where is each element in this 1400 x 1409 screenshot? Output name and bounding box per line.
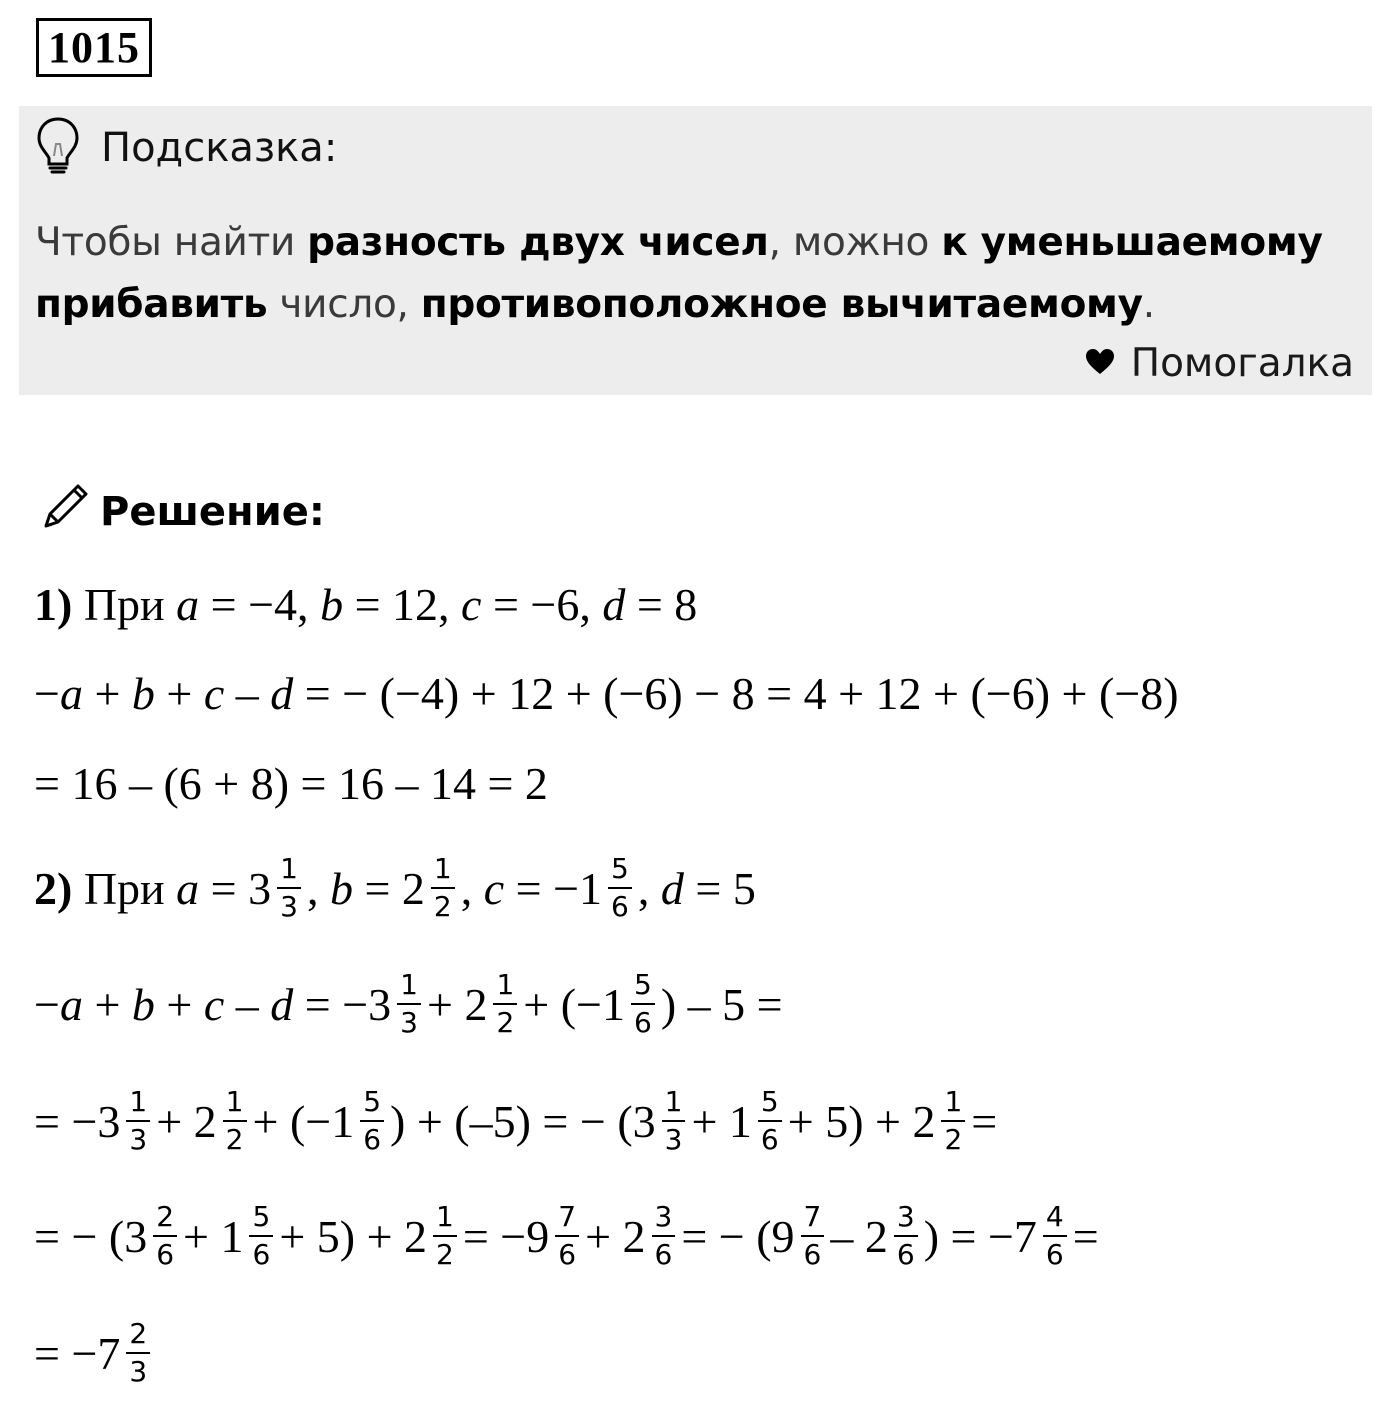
- fraction: [360, 1085, 384, 1156]
- math-text: ,: [637, 862, 661, 914]
- fraction-denominator: 3: [400, 1006, 418, 1039]
- hint-source: [1085, 341, 1354, 386]
- math-text: = −4,: [199, 578, 321, 630]
- fraction-denominator: 6: [156, 1238, 175, 1271]
- fraction-numerator: 1: [126, 1088, 150, 1122]
- math-text: = −1: [504, 862, 603, 914]
- math-text: ) + (–5) = − (3: [390, 1095, 656, 1147]
- fraction: [433, 1200, 457, 1271]
- fraction-denominator: 3: [664, 1123, 683, 1156]
- math-text: = 16 – (6 + 8) = 16 – 14 = 2: [34, 757, 548, 809]
- fraction-denominator: 3: [129, 1123, 148, 1156]
- fraction: [277, 852, 301, 923]
- math-text: = −3: [34, 1095, 121, 1147]
- fraction-numerator: 5: [631, 971, 655, 1005]
- fraction-denominator: 6: [1045, 1238, 1064, 1271]
- solution-title: Решение:: [100, 489, 325, 535]
- fraction: [431, 852, 455, 923]
- math-text: + 2: [585, 1210, 646, 1262]
- hint-emphasis: к уменьшаемому прибавить: [35, 220, 1323, 327]
- math-text: = − (9: [681, 1210, 795, 1262]
- fraction: [608, 852, 632, 923]
- math-variable: b: [131, 667, 155, 719]
- math-text: ) = −7: [923, 1210, 1037, 1262]
- fraction: [941, 1085, 965, 1156]
- solution-line: [34, 752, 548, 814]
- fraction: [153, 1200, 177, 1271]
- math-text: = 3: [199, 862, 272, 914]
- fraction-numerator: 3: [652, 1203, 676, 1237]
- fraction-numerator: 3: [894, 1203, 918, 1237]
- math-variable: a: [59, 667, 83, 719]
- solution-header: [38, 484, 325, 540]
- fraction-numerator: 1: [941, 1088, 965, 1122]
- fraction-numerator: 5: [608, 855, 632, 889]
- math-text: –: [224, 667, 271, 719]
- math-text: = −9: [462, 1210, 550, 1262]
- solution-line: [34, 573, 697, 635]
- math-text: + (−1: [523, 978, 625, 1030]
- fraction-numerator: 1: [223, 1088, 247, 1122]
- math-text: =: [971, 1095, 998, 1147]
- math-text: + (−1: [252, 1095, 355, 1147]
- math-variable: b: [329, 862, 353, 914]
- math-text: + 2: [427, 978, 488, 1030]
- hint-header: [35, 118, 337, 178]
- math-text: ,: [306, 862, 330, 914]
- math-text: = 5: [683, 862, 756, 914]
- fraction-denominator: 6: [654, 1238, 673, 1271]
- math-text: = −7: [34, 1327, 121, 1379]
- fraction-denominator: 6: [803, 1238, 822, 1271]
- math-text: = 8: [625, 578, 698, 630]
- math-text: При: [72, 862, 177, 914]
- fraction: [662, 1085, 686, 1156]
- hint-segment: .: [1142, 282, 1155, 327]
- fraction: [397, 968, 421, 1039]
- fraction-denominator: 3: [280, 890, 298, 923]
- fraction-numerator: 1: [493, 971, 517, 1005]
- fraction: [223, 1085, 247, 1156]
- math-variable: a: [59, 978, 83, 1030]
- math-variable: d: [270, 667, 294, 719]
- fraction-numerator: 7: [801, 1203, 825, 1237]
- item-number: 2): [34, 862, 73, 914]
- math-text: +: [154, 667, 204, 719]
- math-variable: c: [461, 578, 482, 630]
- math-text: –: [224, 978, 271, 1030]
- fraction-numerator: 5: [360, 1088, 384, 1122]
- fraction: [758, 1085, 782, 1156]
- math-variable: b: [320, 578, 344, 630]
- fraction-denominator: 3: [129, 1355, 148, 1388]
- math-text: + 1: [183, 1210, 244, 1262]
- math-variable: c: [203, 667, 225, 719]
- math-variable: b: [131, 978, 155, 1030]
- math-text: = 12,: [343, 578, 462, 630]
- math-text: = − (3: [34, 1210, 148, 1262]
- math-text: = − (−4) + 12 + (−6) − 8 = 4 + 12 + (−6) + (−8): [293, 667, 1179, 719]
- fraction-numerator: 1: [433, 1203, 457, 1237]
- fraction: [652, 1200, 676, 1271]
- math-text: =: [1072, 1210, 1099, 1262]
- fraction-denominator: 2: [225, 1123, 244, 1156]
- hint-title: Подсказка:: [101, 125, 338, 171]
- fraction-denominator: 6: [363, 1123, 382, 1156]
- math-variable: d: [270, 978, 294, 1030]
- hint-segment: Чтобы найти: [35, 220, 308, 265]
- fraction-denominator: 6: [633, 1006, 652, 1039]
- hint-source-label: Помогалка: [1130, 341, 1354, 386]
- math-text: ,: [460, 862, 484, 914]
- fraction-denominator: 6: [611, 890, 629, 923]
- fraction-numerator: 1: [277, 855, 301, 889]
- fraction-denominator: 6: [252, 1238, 271, 1271]
- task-number: 1015: [36, 18, 152, 77]
- math-variable: d: [602, 578, 626, 630]
- fraction: [631, 968, 655, 1039]
- lightbulb-icon: [35, 116, 81, 180]
- hint-text: [35, 212, 1345, 336]
- fraction: [493, 968, 517, 1039]
- heart-icon: [1085, 341, 1115, 386]
- math-variable: a: [176, 578, 200, 630]
- fraction-denominator: 6: [558, 1238, 577, 1271]
- math-text: + 2: [156, 1095, 217, 1147]
- fraction-denominator: 6: [896, 1238, 915, 1271]
- math-text: При: [72, 578, 177, 630]
- math-text: + 5) + 2: [787, 1095, 936, 1147]
- math-text: + 5) + 2: [279, 1210, 428, 1262]
- solution-line: [34, 1307, 156, 1399]
- solution-line: [34, 1075, 997, 1167]
- math-text: +: [82, 978, 132, 1030]
- math-variable: a: [176, 862, 200, 914]
- fraction-numerator: 5: [758, 1088, 782, 1122]
- fraction-numerator: 2: [153, 1203, 177, 1237]
- fraction-numerator: 1: [397, 971, 421, 1005]
- hint-emphasis: противоположное вычитаемому: [420, 282, 1143, 327]
- fraction-denominator: 2: [433, 890, 452, 923]
- math-text: −: [34, 978, 60, 1030]
- hint-box: [19, 106, 1372, 395]
- math-text: −: [34, 667, 60, 719]
- solution-line: [34, 662, 1179, 724]
- fraction-denominator: 6: [760, 1123, 779, 1156]
- fraction-denominator: 2: [496, 1006, 515, 1039]
- fraction: [555, 1200, 579, 1271]
- fraction-numerator: 5: [249, 1203, 273, 1237]
- math-text: +: [82, 667, 132, 719]
- solution-line: [34, 1190, 1099, 1282]
- math-text: – 2: [830, 1210, 888, 1262]
- fraction-denominator: 2: [436, 1238, 454, 1271]
- math-text: + 1: [691, 1095, 752, 1147]
- fraction-numerator: 2: [126, 1320, 150, 1354]
- fraction: [1043, 1200, 1067, 1271]
- fraction: [249, 1200, 273, 1271]
- math-text: = −3: [293, 978, 392, 1030]
- fraction-numerator: 7: [555, 1203, 579, 1237]
- solution-line: [34, 958, 783, 1050]
- hint-segment: число,: [267, 282, 421, 327]
- math-variable: d: [660, 862, 684, 914]
- fraction-numerator: 4: [1043, 1203, 1067, 1237]
- fraction-numerator: 1: [662, 1088, 686, 1122]
- math-text: ) – 5 =: [660, 978, 783, 1030]
- fraction: [801, 1200, 825, 1271]
- fraction: [126, 1317, 150, 1388]
- pencil-icon: [38, 480, 92, 544]
- solution-line: [34, 842, 756, 934]
- math-text: = 2: [352, 862, 425, 914]
- hint-emphasis: разность двух чисел: [307, 220, 769, 265]
- fraction-numerator: 1: [431, 855, 455, 889]
- math-text: +: [154, 978, 204, 1030]
- math-variable: c: [203, 978, 225, 1030]
- hint-segment: , можно: [768, 220, 942, 265]
- fraction: [126, 1085, 150, 1156]
- fraction-denominator: 2: [944, 1123, 963, 1156]
- item-number: 1): [34, 578, 73, 630]
- math-text: = −6,: [481, 578, 603, 630]
- math-variable: c: [483, 862, 505, 914]
- fraction: [894, 1200, 918, 1271]
